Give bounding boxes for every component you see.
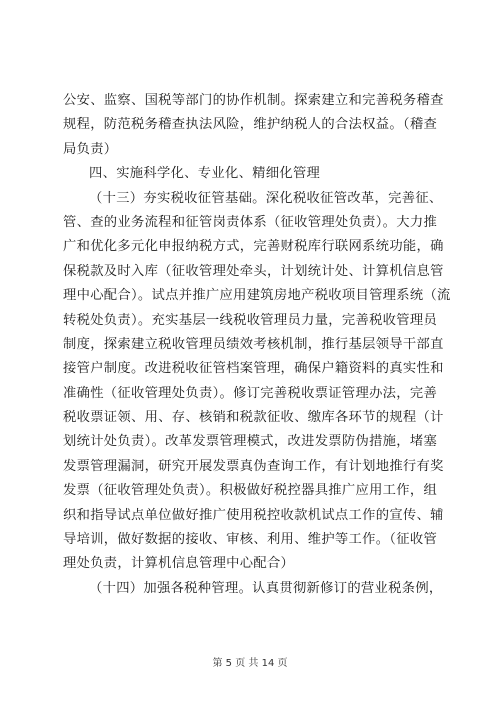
body-line: 准确性（征收管理处负责）。修订完善税收票证管理办法，完善 xyxy=(63,385,438,401)
body-line: 发票管理漏洞，研究开展发票真伪查询工作，有计划地推行有奖 xyxy=(63,458,444,474)
body-line: 制度，探索建立税收管理员绩效考核机制，推行基层领导干部直 xyxy=(63,336,444,352)
body-line: 广和优化多元化申报纳税方式，完善财税库行联网系统功能，确 xyxy=(63,239,444,255)
body-line: 管、查的业务流程和征管岗责体系（征收管理处负责）。大力推 xyxy=(63,214,438,230)
body-line: 公安、监察、国税等部门的协作机制。探索建立和完善税务稽查 xyxy=(63,93,444,108)
body-line: 规程，防范税务稽查执法风险，维护纳税人的合法权益。（稽查 xyxy=(63,117,438,133)
body-line: 划统计处负责）。改革发票管理模式，改进发票防伪措施，堵塞 xyxy=(63,434,438,450)
body-line: 接管户制度。改进税收征管档案管理，确保户籍资料的真实性和 xyxy=(63,361,444,377)
body-line: 局负责） xyxy=(63,141,118,157)
paragraph-start-line: （十四）加强各税种管理。认真贯彻新修订的营业税条例， xyxy=(89,580,443,596)
body-line: 理中心配合）。试点并推广应用建筑房地产税收项目管理系统（流 xyxy=(63,288,451,304)
body-line: 税收票证领、用、存、核销和税款征收、缴库各环节的规程（计 xyxy=(63,410,444,426)
document-body xyxy=(63,89,451,601)
section-heading: 四、实施科学化、专业化、精细化管理 xyxy=(89,166,321,182)
body-line: 理处负责，计算机信息管理中心配合） xyxy=(63,556,295,572)
body-line: 保税款及时入库（征收管理处牵头，计划统计处、计算机信息管 xyxy=(63,263,444,279)
page-number-footer: 第 5 页 共 14 页 xyxy=(212,658,288,669)
paragraph-start-line: （十三）夯实税收征管基础。深化税收征管改革，完善征、 xyxy=(89,190,443,206)
body-line: 发票（征收管理处负责）。积极做好税控器具推广应用工作，组 xyxy=(63,483,438,499)
body-line: 织和指导试点单位做好推广使用税控收款机试点工作的宣传、辅 xyxy=(63,507,444,523)
body-line: 导培训，做好数据的接收、审核、利用、维护等工作。（征收管 xyxy=(63,532,438,548)
body-line: 转税处负责）。充实基层一线税收管理员力量，完善税收管理员 xyxy=(63,312,438,328)
